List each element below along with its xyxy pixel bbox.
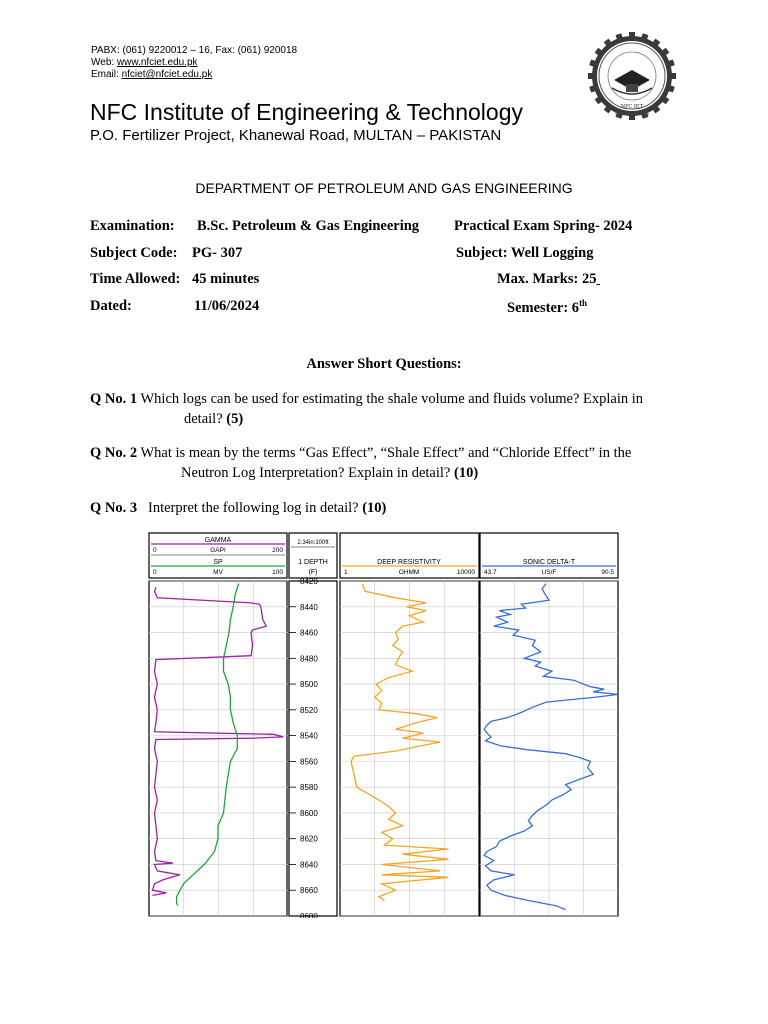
question-2-cont: Neutron Log Interpretation? Explain in detail? (10) — [181, 465, 479, 481]
depth-tick-label: 8680 — [300, 912, 318, 918]
well-log-svg — [148, 532, 620, 918]
subject-code-value: PG- 307 — [192, 245, 243, 261]
examination-label: Examination: — [90, 218, 175, 234]
depth-tick-label: 8440 — [300, 602, 318, 612]
time-allowed-label: Time Allowed: — [90, 271, 181, 287]
depth-tick-label: 8600 — [300, 808, 318, 818]
question-1-cont: detail? (5) — [184, 411, 244, 427]
question-1-text: Which logs can be used for estimating the shale volume and fluids volume? Explain in — [140, 391, 644, 407]
depth-unit: (F) — [308, 569, 318, 576]
depth-tick-label: 8560 — [300, 757, 318, 767]
institute-address: P.O. Fertilizer Project, Khanewal Road, MULTAN – PAKISTAN — [90, 127, 502, 144]
depth-scale: 2.34in:100ft — [297, 540, 329, 546]
resistivity-min: 1 — [344, 569, 348, 576]
sp-unit: MV — [213, 569, 223, 576]
question-2-marks: (10) — [454, 465, 479, 481]
sp-title: SP — [213, 559, 223, 566]
sonic-max: 90.5 — [601, 569, 614, 576]
depth-tick-label: 8520 — [300, 705, 318, 715]
examination-value: B.Sc. Petroleum & Gas Engineering — [197, 218, 420, 234]
depth-tick-label: 8640 — [300, 860, 318, 870]
email-label: Email: — [91, 69, 119, 80]
question-2-number: Q No. 2 — [90, 445, 138, 461]
web-link[interactable]: www.nfciet.edu.pk — [116, 57, 198, 68]
depth-tick-label: 8620 — [300, 834, 318, 844]
depth-tick-label: 8540 — [300, 731, 318, 741]
depth-tick-label: 8580 — [300, 783, 318, 793]
logo-sub-caption: MULTAN · PAKISTAN — [615, 112, 649, 116]
section-heading: Answer Short Questions: — [306, 356, 462, 372]
resistivity-max: 10000 — [456, 569, 475, 576]
sp-min: 0 — [153, 569, 157, 576]
question-3 — [90, 498, 386, 518]
depth-tick-label: 8480 — [300, 654, 318, 664]
depth-tick-label: 8420 — [300, 577, 318, 586]
question-1 — [90, 389, 643, 409]
sonic-title: SONIC DELTA-T — [522, 559, 576, 566]
sonic-unit: US/F — [541, 569, 557, 576]
institute-name: NFC Institute of Engineering & Technology — [90, 99, 523, 125]
max-marks: Max. Marks: 25 — [497, 271, 597, 287]
contact-block — [91, 45, 297, 81]
subject-name: Subject: Well Logging — [456, 245, 594, 261]
depth-tick-label: 8660 — [300, 886, 318, 896]
question-3-text: Interpret the following log in detail? — [148, 500, 359, 516]
subject-code-label: Subject Code: — [90, 245, 178, 261]
gamma-max: 200 — [272, 547, 283, 554]
question-1-marks: (5) — [226, 411, 244, 427]
well-log-chart — [148, 532, 620, 918]
web-label: Web: — [91, 57, 115, 68]
sonic-min: 43.7 — [484, 569, 497, 576]
department-title: DEPARTMENT OF PETROLEUM AND GAS ENGINEERING — [195, 180, 573, 196]
time-allowed-value: 45 minutes — [192, 271, 260, 287]
question-3-marks: (10) — [362, 500, 387, 516]
sp-max: 100 — [272, 569, 283, 576]
email-link[interactable]: nfciet@nfciet.edu.pk — [121, 69, 213, 80]
logo-graphic — [574, 30, 690, 126]
email-line — [91, 69, 297, 81]
gamma-unit: GAPI — [210, 547, 226, 554]
logo-caption: NFC IET — [620, 104, 644, 110]
depth-tick-label: 8460 — [300, 628, 318, 638]
nfc-iet-seal-logo — [574, 30, 690, 126]
question-3-number: Q No. 3 — [90, 500, 138, 516]
resistivity-unit: OHMM — [398, 569, 420, 576]
gamma-min: 0 — [153, 547, 157, 554]
depth-tick-label: 8500 — [300, 680, 318, 690]
semester: Semester: 6th — [507, 298, 588, 316]
depth-title: 1 DEPTH — [298, 559, 328, 566]
resistivity-title: DEEP RESISTIVITY — [377, 559, 441, 566]
dated-value: 11/06/2024 — [194, 298, 260, 314]
question-1-number: Q No. 1 — [90, 391, 138, 407]
web-line — [91, 57, 297, 69]
gamma-title: GAMMA — [204, 537, 232, 544]
track1-body — [149, 581, 287, 916]
exam-session: Practical Exam Spring- 2024 — [454, 218, 633, 234]
question-2-text: What is mean by the terms “Gas Effect”, “Shale Effect” and “Chloride Effect” in the — [140, 445, 632, 461]
question-2 — [90, 443, 631, 463]
pabx-fax: PABX: (061) 9220012 – 16, Fax: (061) 920018 — [91, 45, 298, 56]
dated-label: Dated: — [90, 298, 132, 314]
